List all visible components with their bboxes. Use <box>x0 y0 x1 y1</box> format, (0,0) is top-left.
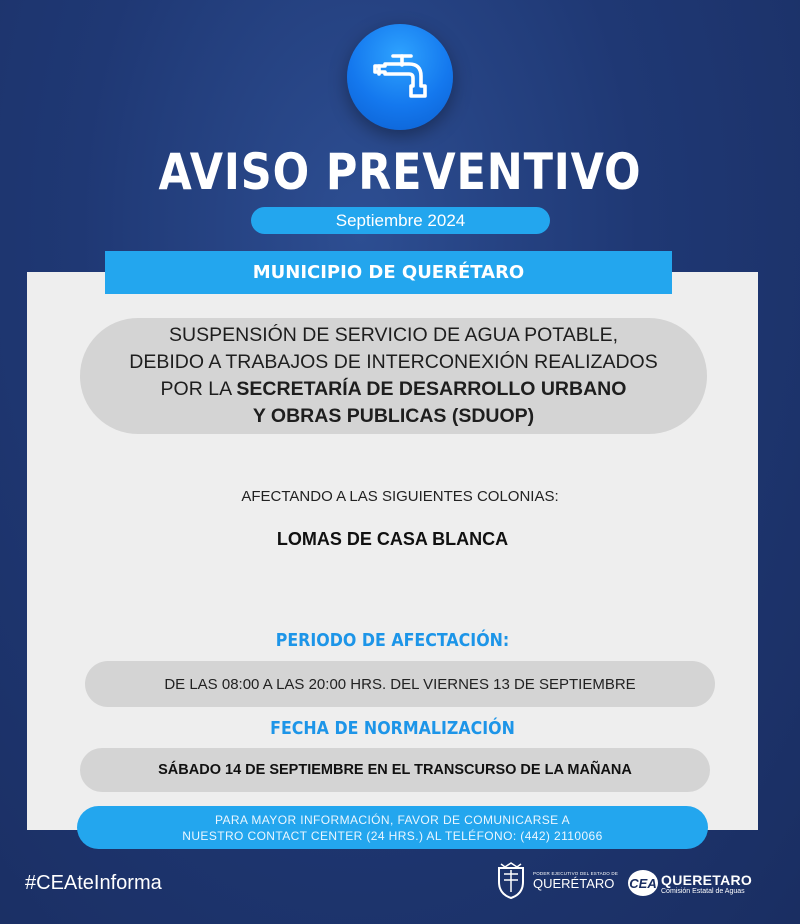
normalizacion-heading: FECHA DE NORMALIZACIÓN <box>270 718 515 739</box>
contact-info <box>77 806 708 849</box>
periodo-heading: PERIODO DE AFECTACIÓN: <box>275 630 510 651</box>
municipio-banner: MUNICIPIO DE QUERÉTARO <box>105 251 672 294</box>
gobierno-text <box>533 871 618 891</box>
hashtag: #CEAteInforma <box>25 872 162 894</box>
notice-title: AVISO PREVENTIVO <box>158 143 642 201</box>
colonias-label: AFECTANDO A LAS SIGUIENTES COLONIAS: <box>241 488 559 505</box>
coat-of-arms-icon <box>495 862 527 900</box>
gobierno-big-text: QUERÉTARO <box>533 876 615 891</box>
suspension-agency: SECRETARÍA DE DESARROLLO URBANO <box>236 378 627 400</box>
cea-big-text: QUERETARO <box>661 871 753 888</box>
suspension-agency-cont: Y OBRAS PUBLICAS (SDUOP) <box>252 405 535 427</box>
contact-info-line-1: PARA MAYOR INFORMACIÓN, FAVOR DE COMUNICARSE A <box>214 812 571 827</box>
cea-small-text: Comisión Estatal de Aguas <box>661 887 745 895</box>
gobierno-queretaro-logo <box>495 862 618 900</box>
suspension-line-4 <box>253 403 534 430</box>
faucet-icon <box>371 52 429 102</box>
cea-badge: CEA <box>628 870 658 896</box>
suspension-line-2: DEBIDO A TRABAJOS DE INTERCONEXIÓN REALIZADOS <box>129 351 658 373</box>
contact-info-line-2: NUESTRO CONTACT CENTER (24 HRS.) AL TELÉFONO: (442) 2110066 <box>182 828 603 843</box>
colonia-item: LOMAS DE CASA BLANCA <box>276 529 509 549</box>
faucet-badge <box>347 24 453 130</box>
gobierno-small-text: PODER EJECUTIVO DEL ESTADO DE <box>533 871 619 876</box>
suspension-message <box>80 318 707 434</box>
suspension-line-3-prefix: POR LA <box>160 378 237 400</box>
cea-text <box>661 872 752 895</box>
normalizacion-text: SÁBADO 14 DE SEPTIEMBRE EN EL TRANSCURSO DE LA MAÑANA <box>80 748 710 792</box>
cea-queretaro-logo <box>628 870 752 896</box>
periodo-text: DE LAS 08:00 A LAS 20:00 HRS. DEL VIERNES 13 DE SEPTIEMBRE <box>85 661 715 707</box>
suspension-line-1: SUSPENSIÓN DE SERVICIO DE AGUA POTABLE, <box>169 324 618 346</box>
suspension-line-3 <box>161 376 627 403</box>
date-badge: Septiembre 2024 <box>251 207 550 234</box>
